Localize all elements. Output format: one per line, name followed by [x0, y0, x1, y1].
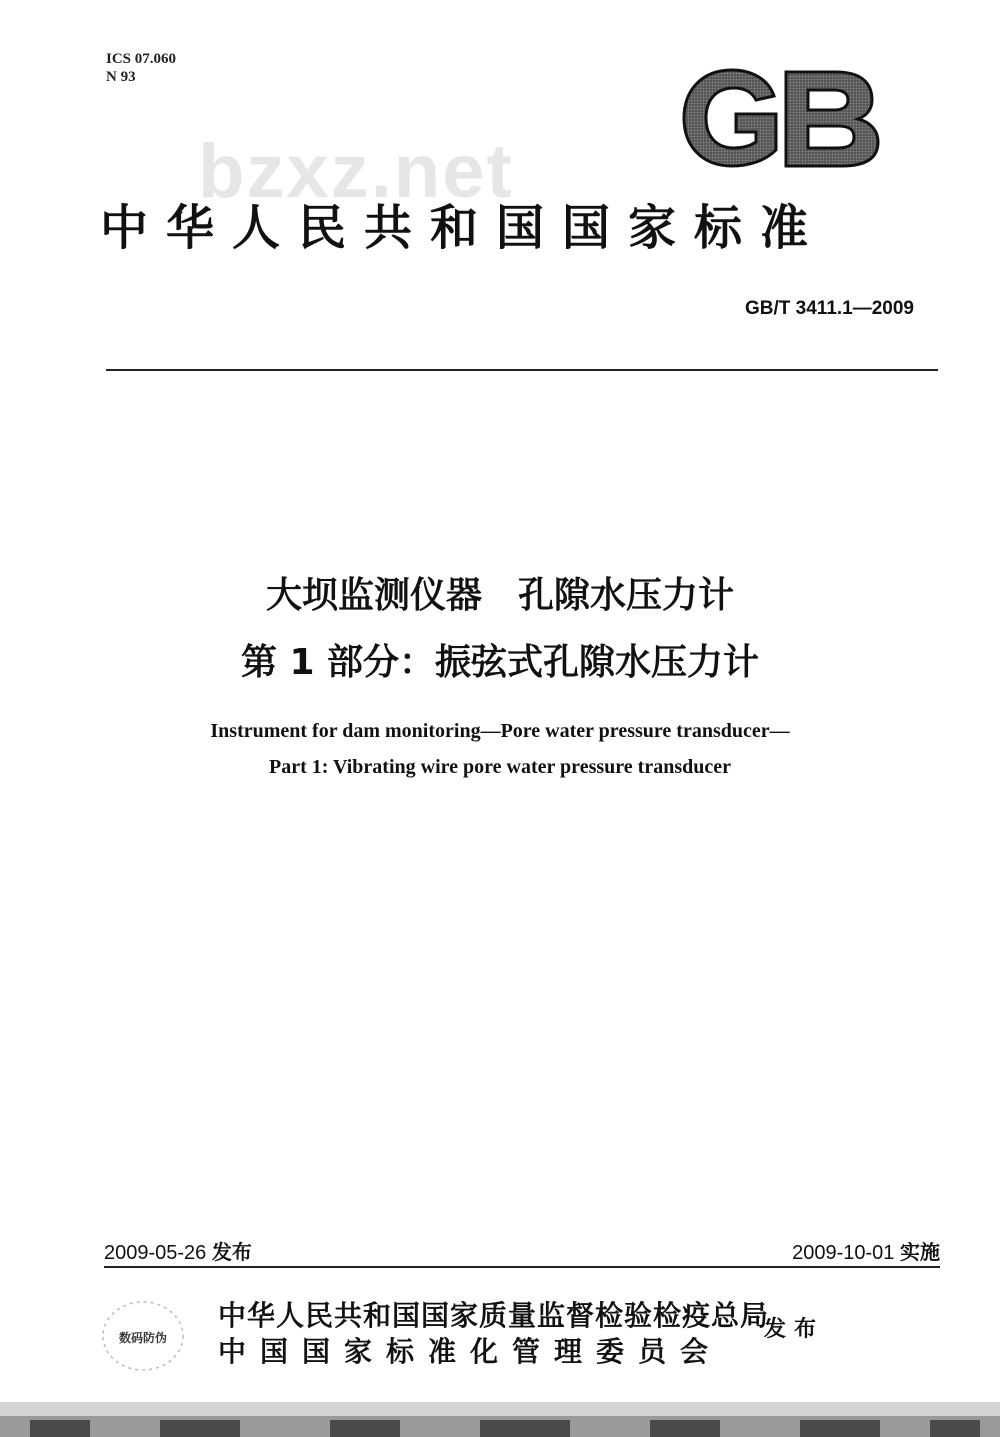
- implementation-date-label: 实施: [900, 1240, 940, 1264]
- ccs-code: N 93: [106, 69, 136, 85]
- title-en-line2: Part 1: Vibrating wire pore water pressure transducer: [269, 756, 731, 778]
- implementation-date: [792, 1236, 940, 1265]
- gb-logo-icon: [678, 66, 884, 170]
- top-divider: [106, 369, 938, 371]
- national-standard-heading: 中华人民共和国国家标准: [100, 200, 827, 256]
- anti-counterfeit-stamp-icon: [98, 1290, 188, 1380]
- title-zh-line2: 第 1 部分：振弦式孔隙水压力计: [240, 642, 760, 683]
- stamp-text: 数码防伪: [118, 1331, 168, 1345]
- title-zh-line1: 大坝监测仪器 孔隙水压力计: [265, 575, 734, 616]
- bottom-divider: [104, 1266, 940, 1268]
- issue-date-label: 发布: [211, 1240, 252, 1264]
- publisher-line2: 中国国家标准化管理委员会: [218, 1335, 723, 1368]
- issue-date-value: 2009-05-26: [104, 1242, 207, 1264]
- publish-label: 发布: [764, 1317, 825, 1342]
- implementation-date-value: 2009-10-01: [792, 1242, 895, 1264]
- publisher-line1: 中华人民共和国国家质量监督检验检疫总局: [218, 1299, 770, 1332]
- issue-date: [104, 1236, 252, 1265]
- site-watermark: bzxz.net: [198, 129, 514, 214]
- classification-codes: [106, 50, 176, 86]
- scan-edge-strip: [0, 1402, 1000, 1437]
- title-en-line1: Instrument for dam monitoring—Pore water pressure transducer—: [210, 720, 790, 742]
- standard-number: GB/T 3411.1—2009: [745, 298, 914, 319]
- ics-code: ICS 07.060: [106, 51, 177, 67]
